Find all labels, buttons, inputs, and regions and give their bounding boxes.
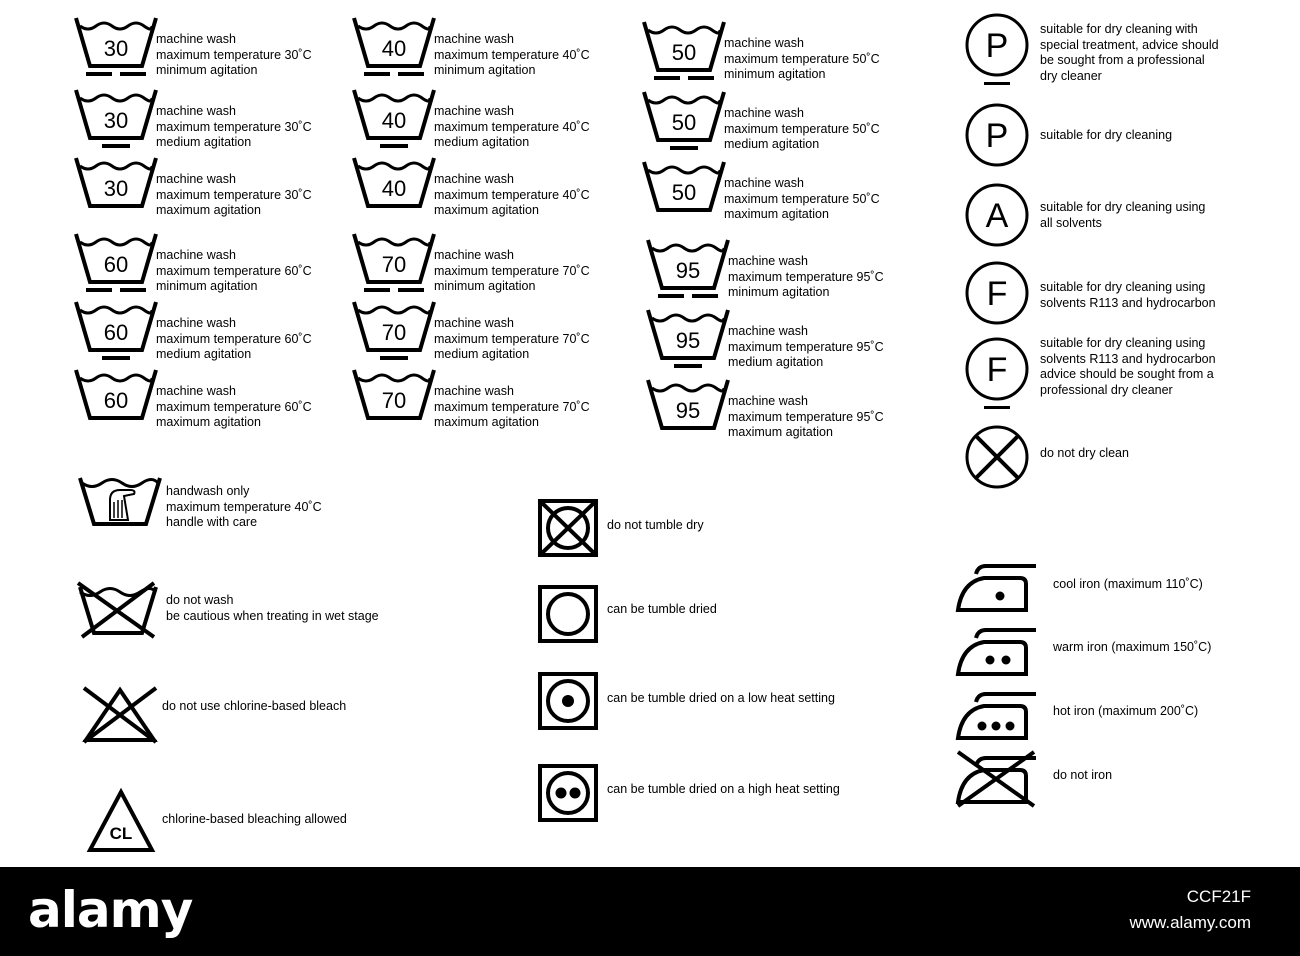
wash-temperature: 30: [103, 108, 129, 133]
wash-tub-icon: [648, 378, 728, 444]
iron-icon: [954, 560, 1038, 616]
wash-label: machine wash maximum temperature 40˚C maximum agitation: [434, 172, 590, 217]
wash-label: machine wash maximum temperature 60˚C maximum agitation: [156, 384, 312, 429]
dry-clean-label: suitable for dry cleaning: [1040, 128, 1173, 142]
wash-label: machine wash maximum temperature 95˚C minimum agitation: [728, 254, 884, 299]
no-bleach-label: do not use chlorine-based bleach: [162, 699, 347, 713]
dry-clean-letter: P: [985, 27, 1009, 65]
wash-tub-icon: [354, 156, 434, 222]
handwash-icon: [80, 478, 160, 528]
wash-tub-icon: [76, 88, 156, 154]
wash-temperature: 40: [381, 108, 407, 133]
do-not-wash-icon: [78, 583, 158, 638]
dry-clean-label: suitable for dry cleaning using solvents R113 and hydrocarbon: [1040, 280, 1216, 310]
tumble-dry-low-label: can be tumble dried on a low heat setting: [607, 691, 835, 705]
wash-temperature: 50: [671, 110, 697, 135]
site-url: www.alamy.com: [1129, 913, 1251, 932]
tumble-dry-high-label: can be tumble dried on a high heat setting: [607, 782, 840, 796]
chlorine-bleach-label: chlorine-based bleaching allowed: [162, 812, 347, 826]
dry-clean-letter: F: [986, 275, 1008, 313]
tumble-dry-label: can be tumble dried: [607, 602, 717, 616]
wash-tub-icon: [354, 368, 434, 434]
no-iron-icon: [954, 752, 1038, 808]
wash-label: machine wash maximum temperature 95˚C medium agitation: [728, 324, 884, 369]
wash-label: machine wash maximum temperature 30˚C medium agitation: [156, 104, 312, 149]
wash-label: machine wash maximum temperature 70˚C minimum agitation: [434, 248, 590, 293]
wash-label: machine wash maximum temperature 60˚C medium agitation: [156, 316, 312, 361]
footer-bar: [0, 867, 1300, 956]
iron-label: do not iron: [1053, 768, 1113, 782]
dry-clean-label: suitable for dry cleaning with special treatment, advice should be sought from a professional dry cleaner: [1040, 22, 1219, 83]
wash-temperature: 70: [381, 252, 407, 277]
wash-tub-icon: [354, 232, 434, 298]
wash-temperature: 60: [103, 320, 129, 345]
handwash-label: handwash only maximum temperature 40˚C handle with care: [166, 484, 322, 529]
dry-clean-a-icon: [964, 182, 1030, 258]
wash-label: machine wash maximum temperature 95˚C maximum agitation: [728, 394, 884, 439]
iron-label: warm iron (maximum 150˚C): [1053, 640, 1212, 654]
wash-label: machine wash maximum temperature 30˚C maximum agitation: [156, 172, 312, 217]
wash-temperature: 70: [381, 320, 407, 345]
wash-temperature: 50: [671, 40, 697, 65]
wash-temperature: 95: [675, 328, 701, 353]
wash-label: machine wash maximum temperature 60˚C minimum agitation: [156, 248, 312, 293]
wash-temperature: 95: [675, 258, 701, 283]
wash-tub-icon: [644, 90, 724, 156]
do-not-wash-label: do not wash be cautious when treating in wet stage: [166, 593, 379, 623]
dry-clean-label: suitable for dry cleaning using all solvents: [1040, 200, 1206, 230]
iron-icon: [954, 624, 1038, 680]
tumble-dry-high-icon: [538, 764, 598, 822]
dry-clean-letter: A: [985, 197, 1009, 235]
wash-tub-icon: [354, 16, 434, 82]
cl-badge: CL: [109, 824, 133, 843]
wash-label: machine wash maximum temperature 70˚C medium agitation: [434, 316, 590, 361]
wash-temperature: 30: [103, 36, 129, 61]
tumble-dry-low-icon: [538, 672, 598, 730]
wash-label: machine wash maximum temperature 40˚C medium agitation: [434, 104, 590, 149]
wash-tub-icon: [76, 156, 156, 222]
wash-tub-icon: [644, 20, 724, 86]
chlorine-bleach-icon: [86, 788, 156, 854]
wash-tub-icon: [76, 300, 156, 366]
wash-label: machine wash maximum temperature 50˚C minimum agitation: [724, 36, 880, 81]
dry-clean-f-icon: [964, 260, 1030, 336]
no-tumble-dry-label: do not tumble dry: [607, 518, 704, 532]
wash-label: machine wash maximum temperature 70˚C maximum agitation: [434, 384, 590, 429]
dry-clean-p-icon: [964, 12, 1030, 88]
image-id: CCF21F: [1186, 887, 1251, 906]
wash-temperature: 30: [103, 176, 129, 201]
wash-tub-icon: [644, 160, 724, 226]
no-tumble-dry-icon: [538, 499, 598, 557]
wash-temperature: 50: [671, 180, 697, 205]
no-bleach-icon: [80, 686, 160, 744]
dry-clean-p-icon: [964, 102, 1030, 178]
wash-label: machine wash maximum temperature 50˚C medium agitation: [724, 106, 880, 151]
dry-clean-f-icon: [964, 336, 1030, 412]
wash-label: machine wash maximum temperature 40˚C minimum agitation: [434, 32, 590, 77]
wash-label: machine wash maximum temperature 30˚C minimum agitation: [156, 32, 312, 77]
wash-tub-icon: [76, 16, 156, 82]
dry-clean-letter: P: [985, 117, 1009, 155]
wash-temperature: 60: [103, 388, 129, 413]
iron-label: cool iron (maximum 110˚C): [1053, 577, 1203, 591]
no-dry-clean-icon: [964, 424, 1030, 500]
wash-label: machine wash maximum temperature 50˚C maximum agitation: [724, 176, 880, 221]
wash-tub-icon: [76, 368, 156, 434]
wash-tub-icon: [648, 308, 728, 374]
iron-icon: [954, 688, 1038, 744]
tumble-dry-icon: [538, 585, 598, 643]
brand-logo: alamy: [28, 881, 193, 939]
dry-clean-label: do not dry clean: [1040, 446, 1129, 460]
wash-temperature: 95: [675, 398, 701, 423]
dry-clean-label: suitable for dry cleaning using solvents R113 and hydrocarbon advice should be sought from a professional dry cleaner: [1040, 336, 1216, 397]
wash-temperature: 40: [381, 36, 407, 61]
dry-clean-letter: F: [986, 351, 1008, 389]
wash-tub-icon: [648, 238, 728, 304]
wash-temperature: 60: [103, 252, 129, 277]
wash-temperature: 70: [381, 388, 407, 413]
wash-temperature: 40: [381, 176, 407, 201]
iron-label: hot iron (maximum 200˚C): [1053, 704, 1199, 718]
wash-tub-icon: [354, 88, 434, 154]
wash-tub-icon: [354, 300, 434, 366]
wash-tub-icon: [76, 232, 156, 298]
